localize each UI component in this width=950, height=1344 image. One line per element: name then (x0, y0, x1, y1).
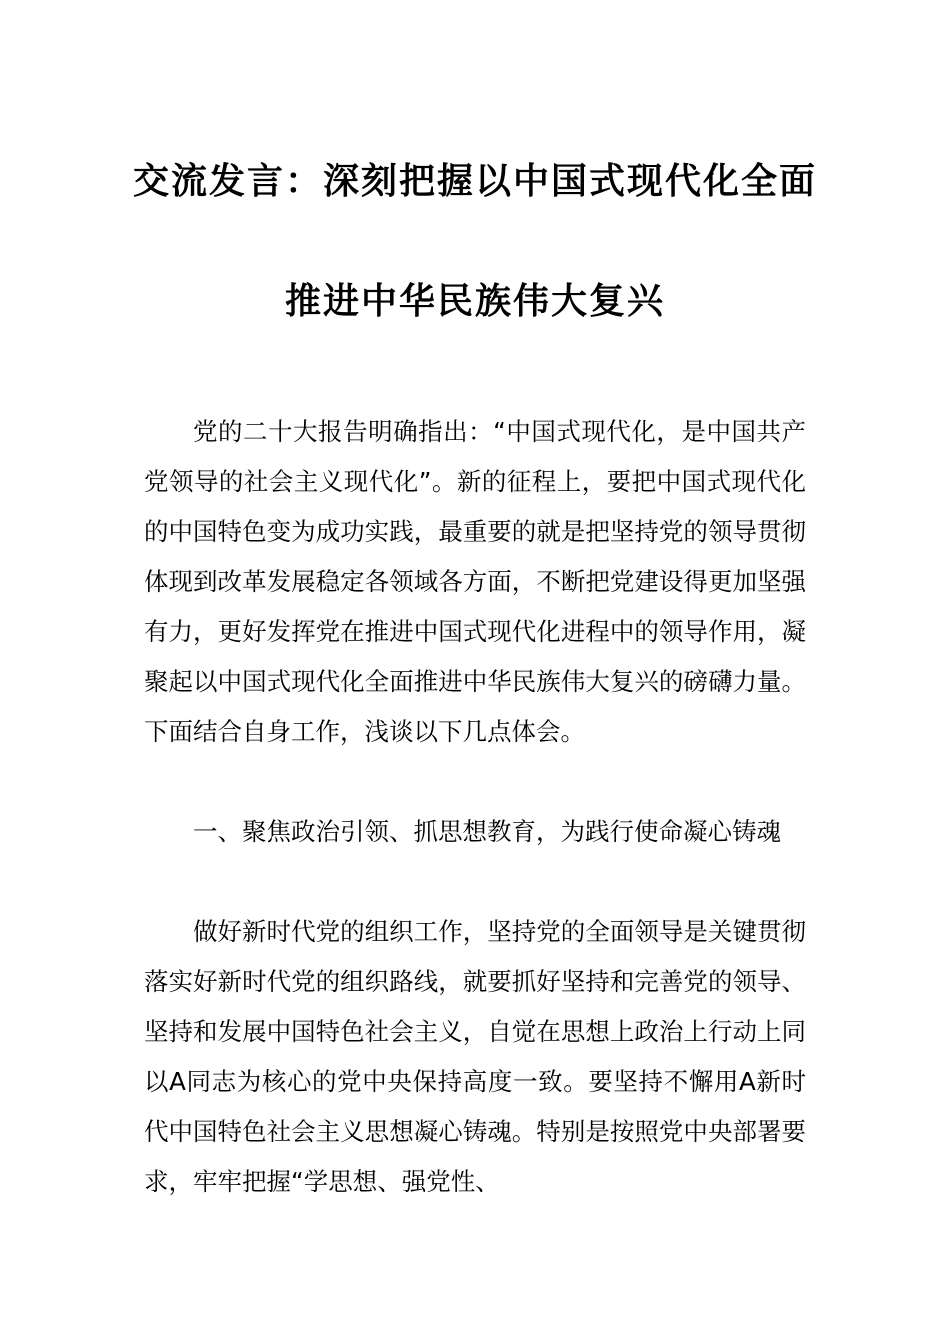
document-title-line-1: 交流发言：深刻把握以中国式现代化全面 (132, 161, 817, 202)
paragraph-text: 做好新时代党的组织工作，坚持党的全面领导是关键贯彻落实好新时代党的组织路线，就要抓好坚持和完善党的领导、坚持和发展中国特色社会主义，自觉在思想上政治上行动上同以A同志为核心的党中央保持高度一致。要坚持不懈用A新时代中国特色社会主义思想凝心铸魂。特别是按照党中央部署要求，牢牢把握“学思想、强党性、 (144, 917, 806, 1196)
section-heading-text: 一、聚焦政治引领、抓思想教育，为践行使命凝心铸魂 (193, 817, 781, 846)
section-heading-1 (144, 807, 806, 857)
body-paragraph-section-1 (144, 907, 806, 1207)
paragraph-text: 党的二十大报告明确指出：“中国式现代化，是中国共产党领导的社会主义现代化”。新的征程上，要把中国式现代化的中国特色变为成功实践，最重要的就是把坚持党的领导贯彻体现到改革发展稳定各领域各方面，不断把党建设得更加坚强有力，更好发挥党在推进中国式现代化进程中的领导作用，凝聚起以中国式现代化全面推进中华民族伟大复兴的磅礴力量。下面结合自身工作，浅谈以下几点体会。 (144, 417, 806, 746)
document-title-line-2: 推进中华民族伟大复兴 (284, 281, 665, 322)
body-paragraph-intro (144, 407, 806, 757)
